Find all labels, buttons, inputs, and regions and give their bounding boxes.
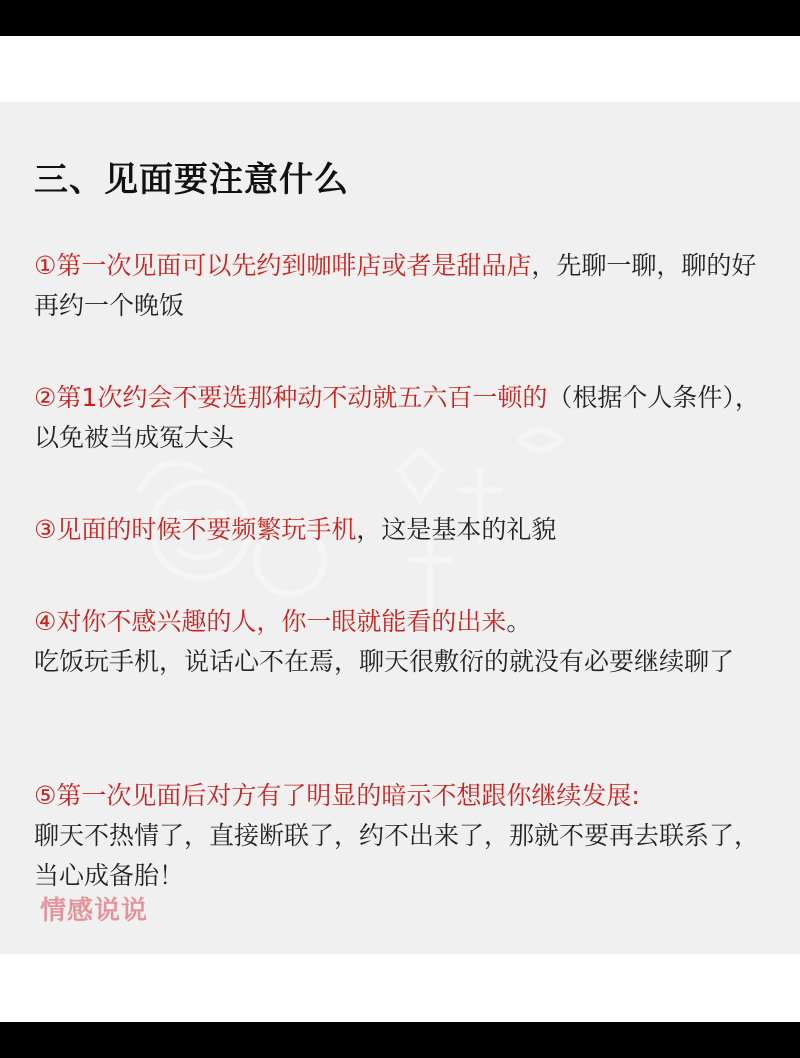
tip-3-highlight: ③见面的时候不要频繁玩手机 [34,515,357,544]
tip-4-detail: 吃饭玩手机，说话心不在焉，聊天很敷衍的就没有必要继续聊了 [34,647,735,676]
tip-4-highlight: ④对你不感兴趣的人，你一眼就能看的出来 [34,607,507,636]
tip-5-highlight: ⑤第一次见面后对方有了明显的暗示不想跟你继续发展: [34,781,640,810]
tip-item-4 [34,602,774,682]
tip-1-rest: ，先聊一聊，聊的好再约一个晚饭 [34,251,757,320]
tip-2-rest: （根据个人条件），以免被当成冤大头 [34,383,760,452]
tip-5-detail: 聊天不热情了，直接断联了，约不出来了，那就不要再去联系了，当心成备胎！ [34,821,760,890]
tip-2-highlight: ②第1次约会不要选那种动不动就五六百一顿的 [34,383,548,412]
tip-item-5 [34,776,774,896]
bottom-black-bar [0,1022,800,1058]
page-title: 三、见面要注意什么 [34,160,349,200]
top-black-bar [0,0,800,36]
watermark-text: 情感说说 [40,896,149,926]
tip-1-highlight: ①第一次见面可以先约到咖啡店或者是甜品店 [34,251,532,280]
tip-item-3 [34,510,774,550]
tip-item-1 [34,246,774,326]
tip-3-rest: ，这是基本的礼貌 [356,515,557,544]
tip-item-2 [34,378,774,458]
tip-4-period: 。 [506,607,532,636]
